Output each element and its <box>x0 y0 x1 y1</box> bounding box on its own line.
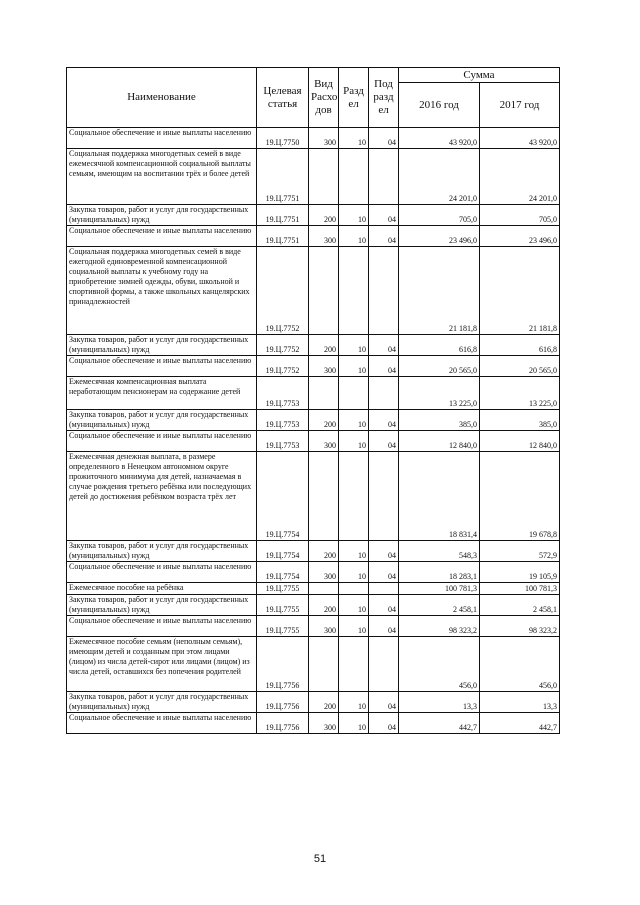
row-sum-2016: 18 831,4 <box>399 452 480 541</box>
row-sum-2016: 12 840,0 <box>399 431 480 452</box>
row-section: 10 <box>339 128 369 149</box>
row-expense-type: 300 <box>309 713 339 734</box>
row-sum-2016: 20 565,0 <box>399 356 480 377</box>
row-sum-2017: 23 496,0 <box>480 226 560 247</box>
table-row <box>67 541 560 562</box>
row-expense-type <box>309 247 339 335</box>
row-target: 19.Ц.7755 <box>257 616 309 637</box>
row-subsection <box>369 377 399 410</box>
row-expense-type: 200 <box>309 692 339 713</box>
header-section: Разд ел <box>339 68 369 128</box>
row-target: 19.Ц.7750 <box>257 128 309 149</box>
row-target: 19.Ц.7752 <box>257 247 309 335</box>
row-expense-type: 300 <box>309 226 339 247</box>
row-sum-2017: 21 181,8 <box>480 247 560 335</box>
row-sum-2017: 572,9 <box>480 541 560 562</box>
row-sum-2016: 13 225,0 <box>399 377 480 410</box>
row-section: 10 <box>339 713 369 734</box>
row-subsection <box>369 149 399 205</box>
row-section: 10 <box>339 616 369 637</box>
row-target: 19.Ц.7753 <box>257 431 309 452</box>
table-row <box>67 583 560 595</box>
row-name: Социальная поддержка многодетных семей в виде ежемесячной компенсационной социальной выплаты семьям, имеющим на воспитании трёх и более детей <box>67 149 257 205</box>
row-sum-2016: 18 283,1 <box>399 562 480 583</box>
row-expense-type: 300 <box>309 356 339 377</box>
row-sum-2017: 24 201,0 <box>480 149 560 205</box>
row-name: Закупка товаров, работ и услуг для государственных (муниципальных) нужд <box>67 692 257 713</box>
table-row <box>67 410 560 431</box>
row-section <box>339 583 369 595</box>
row-target: 19.Ц.7751 <box>257 149 309 205</box>
row-sum-2016: 456,0 <box>399 637 480 692</box>
table-row <box>67 637 560 692</box>
row-name: Ежемесячное пособие семьям (неполным семьям), имеющим детей и созданным при этом лицами (лицом) из числа детей-сирот или лицами (лицом) из числа детей, оставшихся без попечения родителей <box>67 637 257 692</box>
row-section: 10 <box>339 226 369 247</box>
header-year-2016: 2016 год <box>399 83 480 128</box>
row-sum-2017: 616,8 <box>480 335 560 356</box>
row-target: 19.Ц.7752 <box>257 356 309 377</box>
row-expense-type <box>309 452 339 541</box>
table-row <box>67 149 560 205</box>
row-target: 19.Ц.7754 <box>257 541 309 562</box>
row-section <box>339 377 369 410</box>
table-row <box>67 335 560 356</box>
row-sum-2017: 13 225,0 <box>480 377 560 410</box>
row-sum-2017: 12 840,0 <box>480 431 560 452</box>
row-name: Социальное обеспечение и иные выплаты населению <box>67 431 257 452</box>
row-name: Ежемесячное пособие на ребёнка <box>67 583 257 595</box>
row-name: Закупка товаров, работ и услуг для государственных (муниципальных) нужд <box>67 335 257 356</box>
row-section: 10 <box>339 541 369 562</box>
row-section: 10 <box>339 356 369 377</box>
row-name: Социальное обеспечение и иные выплаты населению <box>67 128 257 149</box>
row-expense-type <box>309 377 339 410</box>
row-target: 19.Ц.7755 <box>257 595 309 616</box>
table-row <box>67 713 560 734</box>
row-target: 19.Ц.7753 <box>257 410 309 431</box>
row-sum-2017: 2 458,1 <box>480 595 560 616</box>
row-subsection: 04 <box>369 595 399 616</box>
row-name: Ежемесячная денежная выплата, в размере определенного в Ненецком автономном округе прожиточного минимума для детей, назначаемая в случае рождения третьего ребёнка или последующих детей до достижения ребёнком возраста трёх лет <box>67 452 257 541</box>
table-row <box>67 431 560 452</box>
row-target: 19.Ц.7754 <box>257 452 309 541</box>
row-subsection: 04 <box>369 335 399 356</box>
row-sum-2016: 705,0 <box>399 205 480 226</box>
row-expense-type <box>309 637 339 692</box>
row-section <box>339 149 369 205</box>
table-row <box>67 562 560 583</box>
row-expense-type: 300 <box>309 128 339 149</box>
row-expense-type: 200 <box>309 541 339 562</box>
row-subsection: 04 <box>369 616 399 637</box>
budget-table <box>66 67 560 734</box>
row-section <box>339 637 369 692</box>
row-subsection: 04 <box>369 713 399 734</box>
table-row <box>67 247 560 335</box>
table-row <box>67 377 560 410</box>
row-expense-type <box>309 583 339 595</box>
header-target: Целевая статья <box>257 68 309 128</box>
row-sum-2016: 13,3 <box>399 692 480 713</box>
row-sum-2016: 385,0 <box>399 410 480 431</box>
row-subsection: 04 <box>369 410 399 431</box>
row-sum-2017: 98 323,2 <box>480 616 560 637</box>
row-subsection: 04 <box>369 356 399 377</box>
row-sum-2017: 442,7 <box>480 713 560 734</box>
table-row <box>67 226 560 247</box>
row-expense-type: 300 <box>309 562 339 583</box>
row-sum-2017: 456,0 <box>480 637 560 692</box>
row-subsection <box>369 637 399 692</box>
header-sum: Сумма <box>399 68 560 83</box>
row-sum-2016: 24 201,0 <box>399 149 480 205</box>
row-subsection: 04 <box>369 692 399 713</box>
row-section <box>339 247 369 335</box>
row-subsection: 04 <box>369 128 399 149</box>
row-name: Социальное обеспечение и иные выплаты населению <box>67 226 257 247</box>
row-name: Закупка товаров, работ и услуг для государственных (муниципальных) нужд <box>67 595 257 616</box>
row-expense-type <box>309 149 339 205</box>
row-sum-2016: 2 458,1 <box>399 595 480 616</box>
row-sum-2017: 385,0 <box>480 410 560 431</box>
row-sum-2017: 19 678,8 <box>480 452 560 541</box>
row-section: 10 <box>339 335 369 356</box>
row-subsection: 04 <box>369 431 399 452</box>
row-section: 10 <box>339 692 369 713</box>
row-expense-type: 200 <box>309 595 339 616</box>
row-target: 19.Ц.7751 <box>257 205 309 226</box>
row-name: Закупка товаров, работ и услуг для государственных (муниципальных) нужд <box>67 410 257 431</box>
row-section: 10 <box>339 562 369 583</box>
table-row <box>67 205 560 226</box>
row-section <box>339 452 369 541</box>
row-target: 19.Ц.7753 <box>257 377 309 410</box>
row-sum-2016: 548,3 <box>399 541 480 562</box>
header-year-2017: 2017 год <box>480 83 560 128</box>
row-expense-type: 300 <box>309 431 339 452</box>
row-sum-2017: 705,0 <box>480 205 560 226</box>
row-target: 19.Ц.7752 <box>257 335 309 356</box>
row-sum-2017: 19 105,9 <box>480 562 560 583</box>
table-row <box>67 616 560 637</box>
row-sum-2016: 43 920,0 <box>399 128 480 149</box>
table-row <box>67 692 560 713</box>
row-name: Социальное обеспечение и иные выплаты населению <box>67 616 257 637</box>
row-section: 10 <box>339 205 369 226</box>
table-row <box>67 356 560 377</box>
row-expense-type: 200 <box>309 335 339 356</box>
row-section: 10 <box>339 595 369 616</box>
row-subsection: 04 <box>369 541 399 562</box>
table-row <box>67 128 560 149</box>
row-subsection <box>369 583 399 595</box>
row-sum-2016: 442,7 <box>399 713 480 734</box>
header-subsection: Под разд ел <box>369 68 399 128</box>
header-name: Наименование <box>67 68 257 128</box>
row-target: 19.Ц.7751 <box>257 226 309 247</box>
row-sum-2016: 23 496,0 <box>399 226 480 247</box>
table-body <box>67 128 560 734</box>
header-expense-type: Вид Расхо дов <box>309 68 339 128</box>
row-subsection: 04 <box>369 562 399 583</box>
row-target: 19.Ц.7754 <box>257 562 309 583</box>
row-sum-2016: 21 181,8 <box>399 247 480 335</box>
row-name: Социальное обеспечение и иные выплаты населению <box>67 562 257 583</box>
row-sum-2016: 98 323,2 <box>399 616 480 637</box>
table-row <box>67 595 560 616</box>
row-subsection <box>369 247 399 335</box>
row-sum-2016: 100 781,3 <box>399 583 480 595</box>
row-sum-2017: 100 781,3 <box>480 583 560 595</box>
row-sum-2017: 13,3 <box>480 692 560 713</box>
row-subsection: 04 <box>369 226 399 247</box>
row-name: Социальное обеспечение и иные выплаты населению <box>67 356 257 377</box>
table-row <box>67 452 560 541</box>
row-name: Социальное обеспечение и иные выплаты населению <box>67 713 257 734</box>
row-expense-type: 200 <box>309 205 339 226</box>
row-section: 10 <box>339 431 369 452</box>
row-subsection: 04 <box>369 205 399 226</box>
row-name: Закупка товаров, работ и услуг для государственных (муниципальных) нужд <box>67 541 257 562</box>
row-name: Ежемесячная компенсационная выплата неработающим пенсионерам на содержание детей <box>67 377 257 410</box>
row-target: 19.Ц.7756 <box>257 713 309 734</box>
row-section: 10 <box>339 410 369 431</box>
row-target: 19.Ц.7756 <box>257 692 309 713</box>
row-expense-type: 300 <box>309 616 339 637</box>
row-expense-type: 200 <box>309 410 339 431</box>
row-sum-2017: 43 920,0 <box>480 128 560 149</box>
row-sum-2017: 20 565,0 <box>480 356 560 377</box>
row-subsection <box>369 452 399 541</box>
row-target: 19.Ц.7755 <box>257 583 309 595</box>
row-name: Социальная поддержка многодетных семей в виде ежегодной единовременной компенсационной социальной выплаты к учебному году на приобретение зимней одежды, обуви, школьной и спортивной формы, а также школьных канцелярских принадлежностей <box>67 247 257 335</box>
row-target: 19.Ц.7756 <box>257 637 309 692</box>
row-name: Закупка товаров, работ и услуг для государственных (муниципальных) нужд <box>67 205 257 226</box>
row-sum-2016: 616,8 <box>399 335 480 356</box>
page-number: 51 <box>313 853 327 865</box>
